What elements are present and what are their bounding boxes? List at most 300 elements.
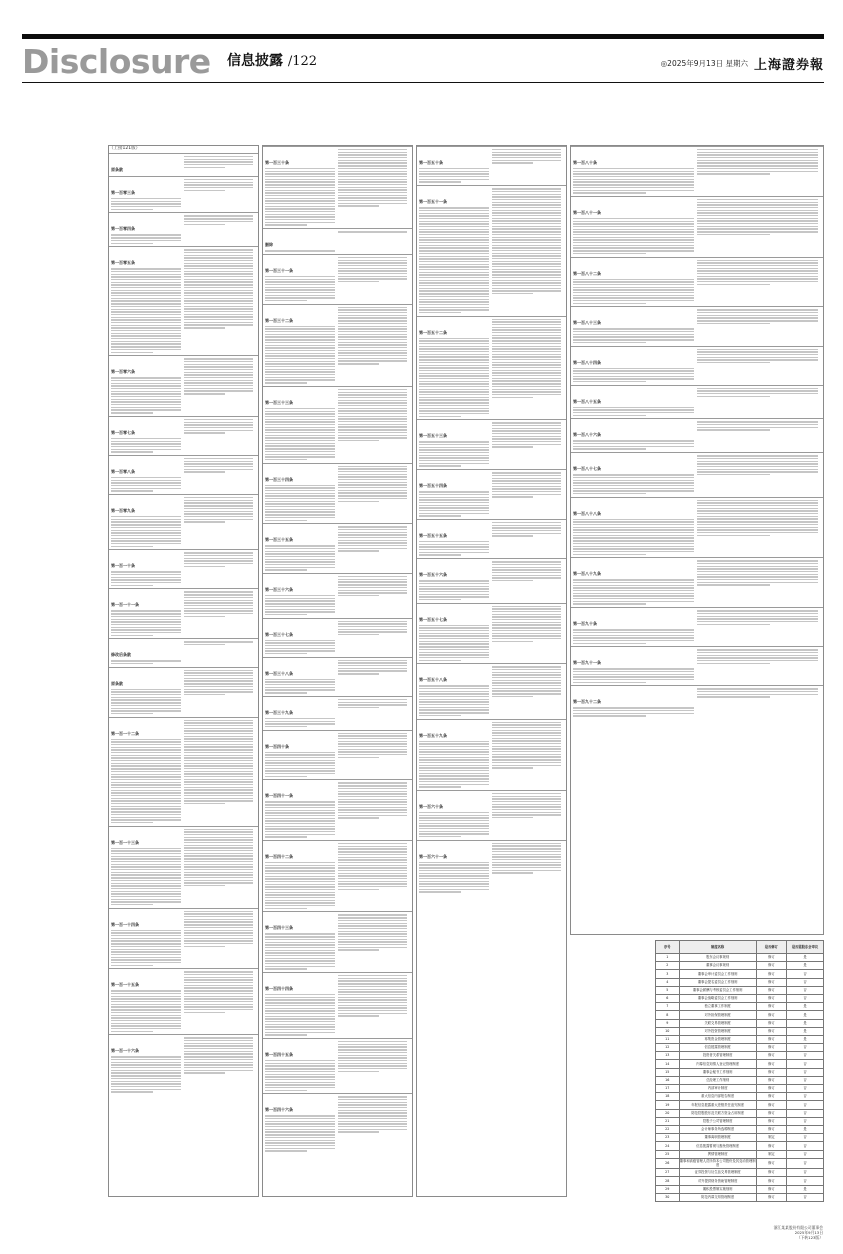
text-line xyxy=(338,437,408,438)
text-line xyxy=(492,210,562,211)
revised-clause xyxy=(492,522,562,557)
text-line xyxy=(111,1062,181,1063)
text-line xyxy=(265,561,335,562)
text-line xyxy=(338,1002,408,1003)
text-line xyxy=(419,497,489,498)
revised-clause xyxy=(338,699,408,729)
text-line xyxy=(697,210,818,211)
clause-row xyxy=(263,618,412,657)
text-line xyxy=(184,276,254,277)
text-line xyxy=(573,368,694,369)
revised-clause xyxy=(184,1037,254,1094)
text-line xyxy=(419,383,489,384)
text-line xyxy=(184,327,226,328)
clause-row xyxy=(571,306,823,345)
text-line xyxy=(184,861,254,862)
text-line xyxy=(111,240,181,241)
table-cell: 17 xyxy=(656,1085,680,1093)
text-line xyxy=(184,511,254,512)
text-line xyxy=(338,1112,408,1113)
text-line xyxy=(573,443,694,444)
text-line xyxy=(419,627,489,628)
text-line xyxy=(184,911,254,912)
text-line xyxy=(419,784,489,785)
original-clause xyxy=(573,349,694,384)
text-line xyxy=(184,184,254,185)
clause-key: 第一百三十三条 xyxy=(265,399,293,405)
table-cell: 否 xyxy=(787,1193,824,1201)
text-line xyxy=(419,408,489,409)
text-line xyxy=(697,652,818,653)
text-line xyxy=(573,378,694,379)
text-line xyxy=(184,919,254,920)
text-line xyxy=(419,541,489,542)
text-line xyxy=(697,532,818,533)
text-line xyxy=(111,1059,181,1060)
text-line xyxy=(573,192,646,193)
text-line xyxy=(184,187,254,188)
text-line xyxy=(265,339,335,340)
revised-clause xyxy=(184,419,254,454)
table-cell: 董事会秘书工作细则 xyxy=(679,1068,756,1076)
text-line xyxy=(338,1071,380,1072)
text-line xyxy=(419,171,489,172)
table-cell: 修订 xyxy=(756,1158,786,1169)
text-line xyxy=(111,755,181,756)
text-line xyxy=(265,564,335,565)
text-line xyxy=(697,529,818,530)
clause-key: 第一百一十二条 xyxy=(111,730,139,736)
text-line xyxy=(111,1056,181,1057)
text-line xyxy=(184,382,254,383)
text-line xyxy=(492,332,562,333)
text-line xyxy=(338,928,408,929)
text-line xyxy=(184,300,254,301)
text-line xyxy=(111,325,181,326)
text-line xyxy=(492,263,562,264)
table-row xyxy=(656,1085,824,1093)
text-line xyxy=(338,944,408,945)
text-line xyxy=(573,373,694,374)
text-line xyxy=(419,381,489,382)
text-line xyxy=(265,413,335,414)
clause-key: 第一百三十七条 xyxy=(265,631,293,637)
text-line xyxy=(419,367,489,368)
text-line xyxy=(184,252,254,253)
text-line xyxy=(265,648,335,649)
text-line xyxy=(338,702,408,703)
text-line xyxy=(184,463,254,464)
text-line xyxy=(573,221,694,222)
table-cell: 是 xyxy=(787,1027,824,1035)
text-line xyxy=(184,461,254,462)
text-line xyxy=(184,597,254,598)
text-line xyxy=(338,914,408,915)
text-line xyxy=(573,247,694,248)
text-line xyxy=(111,314,181,315)
text-line xyxy=(111,1001,181,1002)
clause-row xyxy=(417,469,566,519)
text-line xyxy=(573,328,694,329)
text-line xyxy=(184,686,254,687)
text-line xyxy=(492,239,562,240)
text-line xyxy=(573,548,694,549)
original-clause xyxy=(265,389,335,462)
text-line xyxy=(265,692,307,693)
clause-key: 第一百八十七条 xyxy=(573,466,601,472)
revised-clause xyxy=(697,455,818,496)
text-line xyxy=(265,517,335,518)
text-line xyxy=(573,284,694,285)
text-line xyxy=(265,224,307,225)
text-line xyxy=(492,436,562,437)
text-line xyxy=(419,449,489,450)
text-line xyxy=(111,951,181,952)
text-line xyxy=(184,831,254,832)
text-line xyxy=(697,527,818,528)
text-line xyxy=(265,421,335,422)
text-line xyxy=(573,376,694,377)
text-line xyxy=(419,173,489,174)
text-line xyxy=(492,848,562,849)
revised-clause xyxy=(338,257,408,303)
text-line xyxy=(111,771,181,772)
text-line xyxy=(419,299,489,300)
text-line xyxy=(419,301,489,302)
table-row xyxy=(656,1068,824,1076)
text-line xyxy=(111,858,181,859)
text-line xyxy=(697,396,770,397)
text-line xyxy=(338,1060,408,1061)
text-line xyxy=(184,273,254,274)
revised-clause xyxy=(697,309,818,344)
text-line xyxy=(265,960,335,961)
revised-clause xyxy=(184,179,254,211)
text-line xyxy=(338,276,408,277)
text-line xyxy=(573,242,694,243)
text-line xyxy=(265,726,307,727)
top-rule xyxy=(22,34,824,39)
text-line xyxy=(184,358,254,359)
text-line xyxy=(111,330,181,331)
text-line xyxy=(184,1053,254,1054)
text-line xyxy=(573,482,694,483)
text-line xyxy=(573,587,694,588)
table-cell: 修订 xyxy=(756,1011,786,1019)
text-line xyxy=(265,445,335,446)
text-line xyxy=(492,614,562,615)
text-line xyxy=(265,804,335,805)
text-line xyxy=(184,257,254,258)
text-line xyxy=(111,744,181,745)
original-clause xyxy=(265,782,335,839)
text-line xyxy=(419,828,489,829)
text-line xyxy=(419,691,489,692)
text-line xyxy=(338,1131,380,1132)
table-cell: 修订 xyxy=(756,1177,786,1185)
text-line xyxy=(111,702,181,703)
text-line xyxy=(265,834,335,835)
text-line xyxy=(338,1102,408,1103)
text-line xyxy=(492,446,534,447)
text-line xyxy=(265,1121,335,1122)
text-line xyxy=(265,770,335,771)
text-line xyxy=(265,553,335,554)
text-line xyxy=(338,476,408,477)
table-cell: 独立董事工作制度 xyxy=(679,1003,756,1011)
text-line xyxy=(111,904,153,905)
text-line xyxy=(697,284,770,285)
text-line xyxy=(184,502,254,503)
clause-row xyxy=(263,911,412,972)
revised-clause xyxy=(492,319,562,419)
clause-row xyxy=(109,355,258,416)
table-cell: 否 xyxy=(787,1052,824,1060)
text-line xyxy=(111,635,153,636)
text-line xyxy=(697,471,818,472)
text-line xyxy=(111,1070,181,1071)
signature-block xyxy=(774,1225,823,1240)
clause-key: 第一百四十一条 xyxy=(265,793,293,799)
clause-key: 第一百三十二条 xyxy=(265,317,293,323)
table-cell: 否 xyxy=(787,1142,824,1150)
text-line xyxy=(111,776,181,777)
text-line xyxy=(184,675,254,676)
text-line xyxy=(492,872,534,873)
text-line xyxy=(492,630,562,631)
text-line xyxy=(338,584,408,585)
text-line xyxy=(265,942,335,943)
text-line xyxy=(492,738,562,739)
revised-clause xyxy=(184,215,254,245)
clause-key: 第一百五十九条 xyxy=(419,732,447,738)
text-line xyxy=(338,418,408,419)
text-line xyxy=(573,407,694,408)
text-line xyxy=(265,198,335,199)
text-line xyxy=(492,696,534,697)
text-line xyxy=(265,454,335,455)
text-line xyxy=(111,377,181,378)
text-line xyxy=(184,497,254,498)
text-line xyxy=(419,812,489,813)
table-row xyxy=(656,1158,824,1169)
table-row xyxy=(656,1109,824,1117)
text-line xyxy=(338,1063,408,1064)
text-line xyxy=(697,663,770,664)
text-line xyxy=(111,443,181,444)
text-line xyxy=(697,621,818,622)
text-line xyxy=(111,579,181,580)
original-clause xyxy=(111,497,181,548)
original-clause xyxy=(265,231,335,253)
original-clause xyxy=(265,699,335,729)
text-line xyxy=(184,795,254,796)
text-line xyxy=(111,540,181,541)
text-line xyxy=(265,897,335,898)
text-line xyxy=(184,932,254,933)
text-line xyxy=(338,941,408,942)
text-line xyxy=(338,875,408,876)
text-line xyxy=(265,382,307,383)
text-line xyxy=(265,511,335,512)
text-line xyxy=(184,295,254,296)
original-clause xyxy=(573,610,694,645)
text-line xyxy=(492,346,562,347)
text-line xyxy=(338,410,408,411)
text-line xyxy=(419,351,489,352)
clause-row xyxy=(571,346,823,385)
text-line xyxy=(492,274,562,275)
clause-key: 第一百四十六条 xyxy=(265,1107,293,1113)
text-line xyxy=(265,190,335,191)
revised-clause xyxy=(697,349,818,384)
text-line xyxy=(419,502,489,503)
text-line xyxy=(184,516,254,517)
column-header: （上接121版） xyxy=(109,146,141,151)
table-cell: 否 xyxy=(787,1060,824,1068)
text-line xyxy=(338,492,408,493)
original-clause xyxy=(111,591,181,637)
clause-row xyxy=(109,246,258,355)
table-cell: 董事离职管理制度 xyxy=(679,1134,756,1142)
text-line xyxy=(419,261,489,262)
text-line xyxy=(184,749,254,750)
text-line xyxy=(265,509,335,510)
table-header-row xyxy=(656,941,824,954)
table-cell: 重大信息内部报告制度 xyxy=(679,1093,756,1101)
text-line xyxy=(419,215,489,216)
text-line xyxy=(265,865,335,866)
text-line xyxy=(265,609,335,610)
text-line xyxy=(492,433,562,434)
text-line xyxy=(265,1076,335,1077)
text-line xyxy=(111,792,181,793)
text-line xyxy=(419,394,489,395)
text-line xyxy=(492,608,562,609)
text-line xyxy=(111,412,153,413)
text-line xyxy=(338,1126,408,1127)
text-line xyxy=(492,157,562,158)
clause-row xyxy=(417,603,566,664)
revised-clause xyxy=(697,388,818,418)
text-line xyxy=(338,392,408,393)
clause-key: 第一百九十二条 xyxy=(573,699,601,705)
clause-key: 第一百一十条 xyxy=(111,563,135,569)
text-line xyxy=(184,938,254,939)
text-line xyxy=(697,579,818,580)
masthead-rule xyxy=(22,82,824,83)
revised-clause xyxy=(697,610,818,645)
text-line xyxy=(265,451,335,452)
text-line xyxy=(697,518,818,519)
text-line xyxy=(265,614,307,615)
text-line xyxy=(338,991,408,992)
text-line xyxy=(265,820,335,821)
text-line xyxy=(492,762,562,763)
text-line xyxy=(338,886,408,887)
text-line xyxy=(492,674,562,675)
text-line xyxy=(265,886,335,887)
text-line xyxy=(697,657,818,658)
text-line xyxy=(338,312,408,313)
text-line xyxy=(265,569,307,570)
text-line xyxy=(492,606,562,607)
text-line xyxy=(111,893,181,894)
table-cell: 3 xyxy=(656,970,680,978)
text-line xyxy=(265,1118,335,1119)
text-line xyxy=(419,207,489,208)
text-line xyxy=(265,187,335,188)
text-line xyxy=(184,1048,254,1049)
text-line xyxy=(419,638,489,639)
issue-date: ◎2025年9月13日 星期六 xyxy=(660,58,748,68)
table-row xyxy=(656,1019,824,1027)
text-line xyxy=(184,691,254,692)
text-line xyxy=(184,850,254,851)
table-cell: 董事会战略委员会工作细则 xyxy=(679,994,756,1002)
original-clause xyxy=(265,621,335,656)
text-line xyxy=(338,360,408,361)
text-line xyxy=(111,806,181,807)
text-line xyxy=(265,1142,335,1143)
text-line xyxy=(111,747,181,748)
sign-date: 2025年9月13日 xyxy=(794,1230,823,1235)
text-line xyxy=(338,331,408,332)
text-line xyxy=(338,889,380,890)
text-line xyxy=(338,936,408,937)
text-line xyxy=(492,152,562,153)
text-line xyxy=(111,795,181,796)
table-cell: 否 xyxy=(787,1093,824,1101)
text-line xyxy=(573,579,694,580)
text-line xyxy=(492,611,562,612)
clause-key: 第一百四十条 xyxy=(265,743,289,749)
text-line xyxy=(492,580,534,581)
table-cell: 是 xyxy=(787,1125,824,1133)
clause-key: 第一百六十一条 xyxy=(419,853,447,859)
text-line xyxy=(573,339,694,340)
text-line xyxy=(184,1067,254,1068)
text-line xyxy=(338,1049,408,1050)
text-line xyxy=(419,223,489,224)
clause-row xyxy=(571,497,823,558)
text-line xyxy=(184,880,254,881)
text-line xyxy=(492,533,562,534)
text-line xyxy=(338,994,408,995)
text-line xyxy=(184,1004,254,1005)
table-cell: 4 xyxy=(656,978,680,986)
table-cell: 22 xyxy=(656,1125,680,1133)
text-line xyxy=(697,649,818,650)
text-line xyxy=(492,162,534,163)
text-line xyxy=(492,288,562,289)
text-line xyxy=(338,812,408,813)
text-line xyxy=(697,152,818,153)
text-line xyxy=(111,335,181,336)
text-line xyxy=(111,1078,181,1079)
text-line xyxy=(573,303,646,304)
text-line xyxy=(338,629,408,630)
text-line xyxy=(184,1040,254,1041)
text-line xyxy=(184,736,254,737)
text-line xyxy=(184,380,254,381)
text-line xyxy=(419,649,489,650)
text-line xyxy=(492,253,562,254)
text-line xyxy=(111,391,181,392)
clause-row xyxy=(571,557,823,607)
table-cell: 11 xyxy=(656,1035,680,1043)
text-line xyxy=(338,862,408,863)
